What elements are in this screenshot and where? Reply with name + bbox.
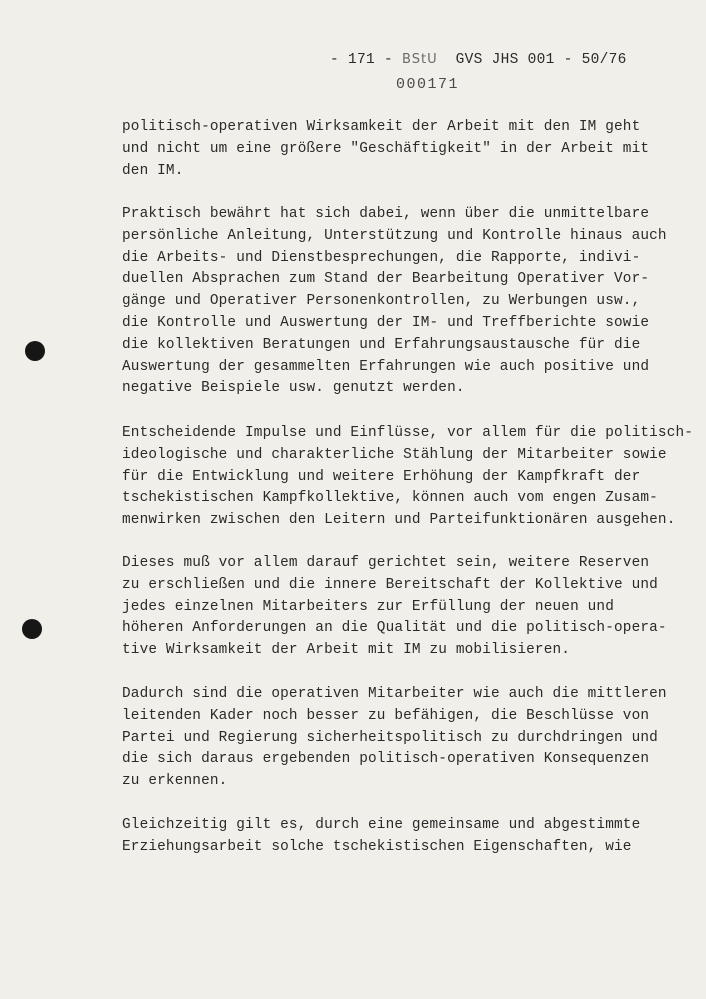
page-header — [330, 52, 627, 68]
document-reference: GVS JHS 001 - 50/76 — [455, 52, 627, 68]
archive-stamp: BStU — [402, 52, 438, 67]
paragraph-6: Gleichzeitig gilt es, durch eine gemeinsame und abgestimmte Erziehungsarbeit solche tschekistischen Eigenschaften, wie — [122, 817, 641, 855]
punch-hole-top — [25, 341, 45, 361]
paragraph-5: Dadurch sind die operativen Mitarbeiter wie auch die mittleren leitenden Kader noch besser zu befähigen, die Beschlüsse von Partei und Regierung sicherheitspolitisch zu durchdringen und die sich daraus ergebenden politisch-operativen Konsequenzen zu erkennen. — [122, 686, 667, 790]
page-number: - 171 - — [330, 52, 394, 68]
paragraph-4: Dieses muß vor allem darauf gerichtet sein, weitere Reserven zu erschließen und die innere Bereitschaft der Kollektive und jedes einzelnen Mitarbeiters zur Erfüllung der neuen und höheren Anforderungen an die Qualität und die politisch-opera- tive Wirksamkeit der Arbeit mit IM zu mobilisieren. — [122, 555, 667, 659]
stamp-number: 000171 — [396, 76, 460, 93]
punch-hole-bottom — [22, 619, 42, 639]
paragraph-3: Entscheidende Impulse und Einflüsse, vor allem für die politisch- ideologische und charakterliche Stählung der Mitarbeiter sowie für die Entwicklung und weitere Erhöhung der Kampfkraft der tschekistischen Kampfkollektive, können auch vom engen Zusam- menwirken zwischen den Leitern und Parteifunktionären ausgehen. — [122, 425, 694, 529]
paragraph-2: Praktisch bewährt hat sich dabei, wenn über die unmittelbare persönliche Anleitung, Unterstützung und Kontrolle hinaus auch die Arbeits- und Dienstbesprechungen, die Rapporte, indivi- duellen Absprachen zum Stand der Bearbeitung Operativer Vor- gänge und Operativer Personenkontrollen, zu Werbungen usw., die Kontrolle und Auswertung der IM- und Treffberichte sowie die kollektiven Beratungen und Erfahrungsaustausche für die Auswertung der gesammelten Erfahrungen wie auch positive und negative Beispiele usw. genutzt werden. — [122, 206, 667, 397]
paragraph-1: politisch-operativen Wirksamkeit der Arbeit mit den IM geht und nicht um eine größere "Geschäftigkeit" in der Arbeit mit den IM. — [122, 119, 650, 179]
